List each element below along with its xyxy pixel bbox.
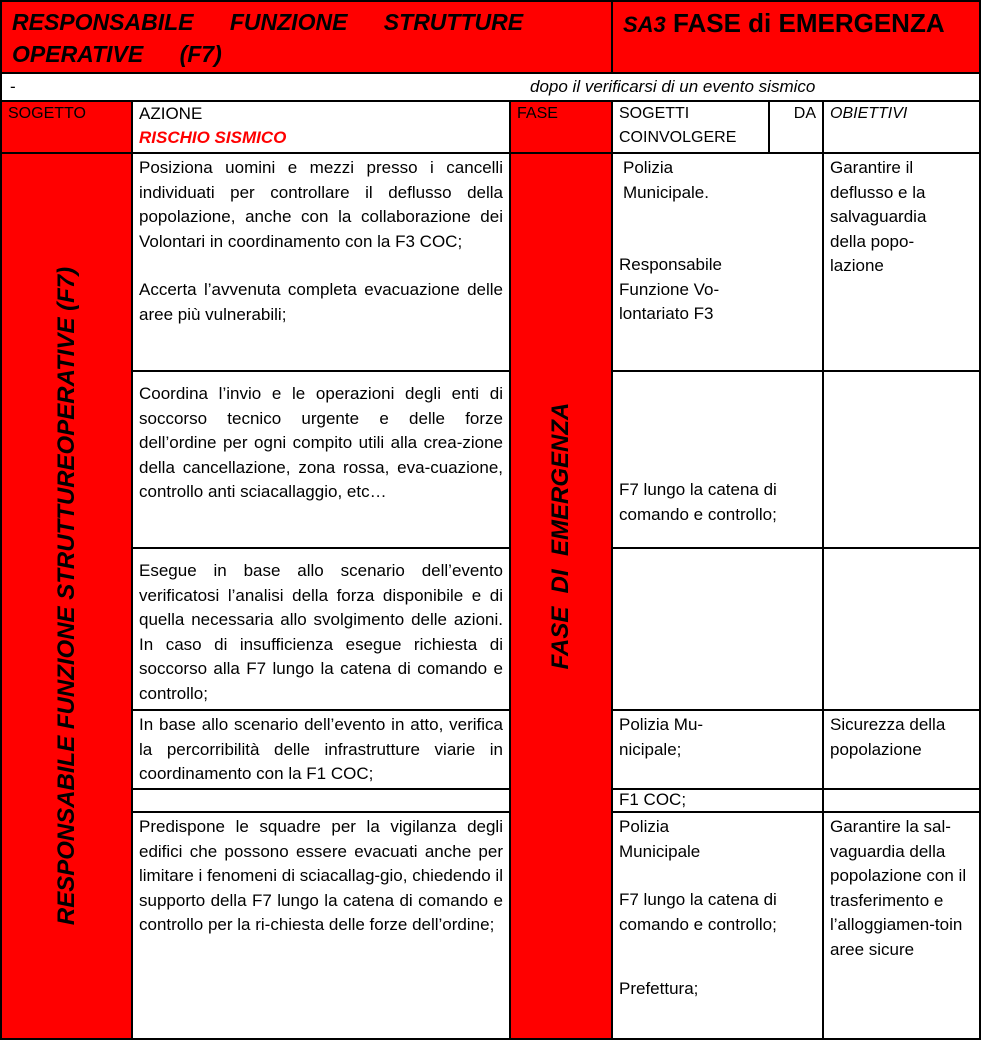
- soggetti-row-5: F1 COC;: [611, 788, 824, 813]
- phase-header: [611, 0, 981, 74]
- soggetto-side-label: RESPONSABILE FUNZIONE STRUTTUREOPERATIVE (F7): [0, 152, 133, 1040]
- col-header-obiettivi: OBIETTIVI: [822, 100, 981, 154]
- azione-row-1: Posiziona uomini e mezzi presso i cancelli individuati per controllare il deflusso della popolazione, anche con la collaborazione dei Volontari in coordinamento con la F3 COC; Accerta l’avvenuta completa evacuazione delle aree più vulnerabili;: [131, 152, 511, 372]
- col-header-soggetto: SOGETTO: [0, 100, 133, 154]
- soggetti-row-6: Polizia Municipale F7 lungo la catena di comando e controllo; Prefettura;: [611, 811, 824, 1040]
- obiettivi-row-2: [822, 370, 981, 549]
- subheader-dash: -: [10, 77, 16, 96]
- azione-row-2: Coordina l’invio e le operazioni degli enti di soccorso tecnico urgente e delle forze dell’ordine per ogni compito utili alla crea-zione della cancellazione, zona rossa, eva-cuazione, controllo anti sciacallaggio, etc…: [131, 370, 511, 549]
- azione-row-5: [131, 788, 511, 813]
- col-header-fase: FASE: [509, 100, 613, 154]
- azione-row-4: In base allo scenario dell’evento in atto, verifica la percorribilità delle infrastrutture viarie in coordinamento con la F1 COC;: [131, 709, 511, 790]
- soggetti-row-2: F7 lungo la catena di comando e controllo;: [611, 370, 824, 549]
- col-header-da: DA: [768, 100, 824, 154]
- col-header-soggetti: SOGETTI COINVOLGERE: [611, 100, 770, 154]
- obiettivi-row-5: [822, 788, 981, 813]
- azione-row-6: Predispone le squadre per la vigilanza degli edifici che possono essere evacuati anche per limitare i fenomeni di sciacallag-gio, chiedendo il supporto della F7 lungo la catena di comando e controllo per la ri-chiesta delle forze dell’ordine;: [131, 811, 511, 1040]
- rischio-label: RISCHIO SISMICO: [139, 128, 287, 147]
- phase-title: FASE di EMERGENZA: [673, 8, 945, 38]
- subheader-text: dopo il verificarsi di un evento sismico: [530, 77, 816, 96]
- col-header-azione: AZIONE RISCHIO SISMICO: [131, 100, 511, 154]
- obiettivi-row-6: Garantire la sal-vaguardia della popolazione con il trasferimento e l’alloggiamen-toin aree sicure: [822, 811, 981, 1040]
- obiettivi-row-4: Sicurezza della popolazione: [822, 709, 981, 790]
- soggetti-row-3: [611, 547, 824, 711]
- document-title: RESPONSABILE FUNZIONE STRUTTURE OPERATIVE (F7): [0, 0, 613, 74]
- azione-row-3: Esegue in base allo scenario dell’evento verificatosi l’analisi della forza disponibile e di quella necessaria allo svolgimento delle azioni. In caso di insufficienza esegue richiesta di soccorso alla F7 lungo la catena di comando e controllo;: [131, 547, 511, 711]
- obiettivi-row-1: Garantire il deflusso e la salvaguardia della popo-lazione: [822, 152, 981, 372]
- phase-code: SA3: [623, 12, 666, 37]
- soggetti-row-4: Polizia Mu-nicipale;: [611, 709, 824, 790]
- fase-side-label: FASE DI EMERGENZA: [509, 152, 613, 1040]
- subheader: [0, 72, 981, 102]
- obiettivi-row-3: [822, 547, 981, 711]
- soggetti-row-1: Polizia Municipale. Responsabile Funzione Vo-lontariato F3: [611, 152, 824, 372]
